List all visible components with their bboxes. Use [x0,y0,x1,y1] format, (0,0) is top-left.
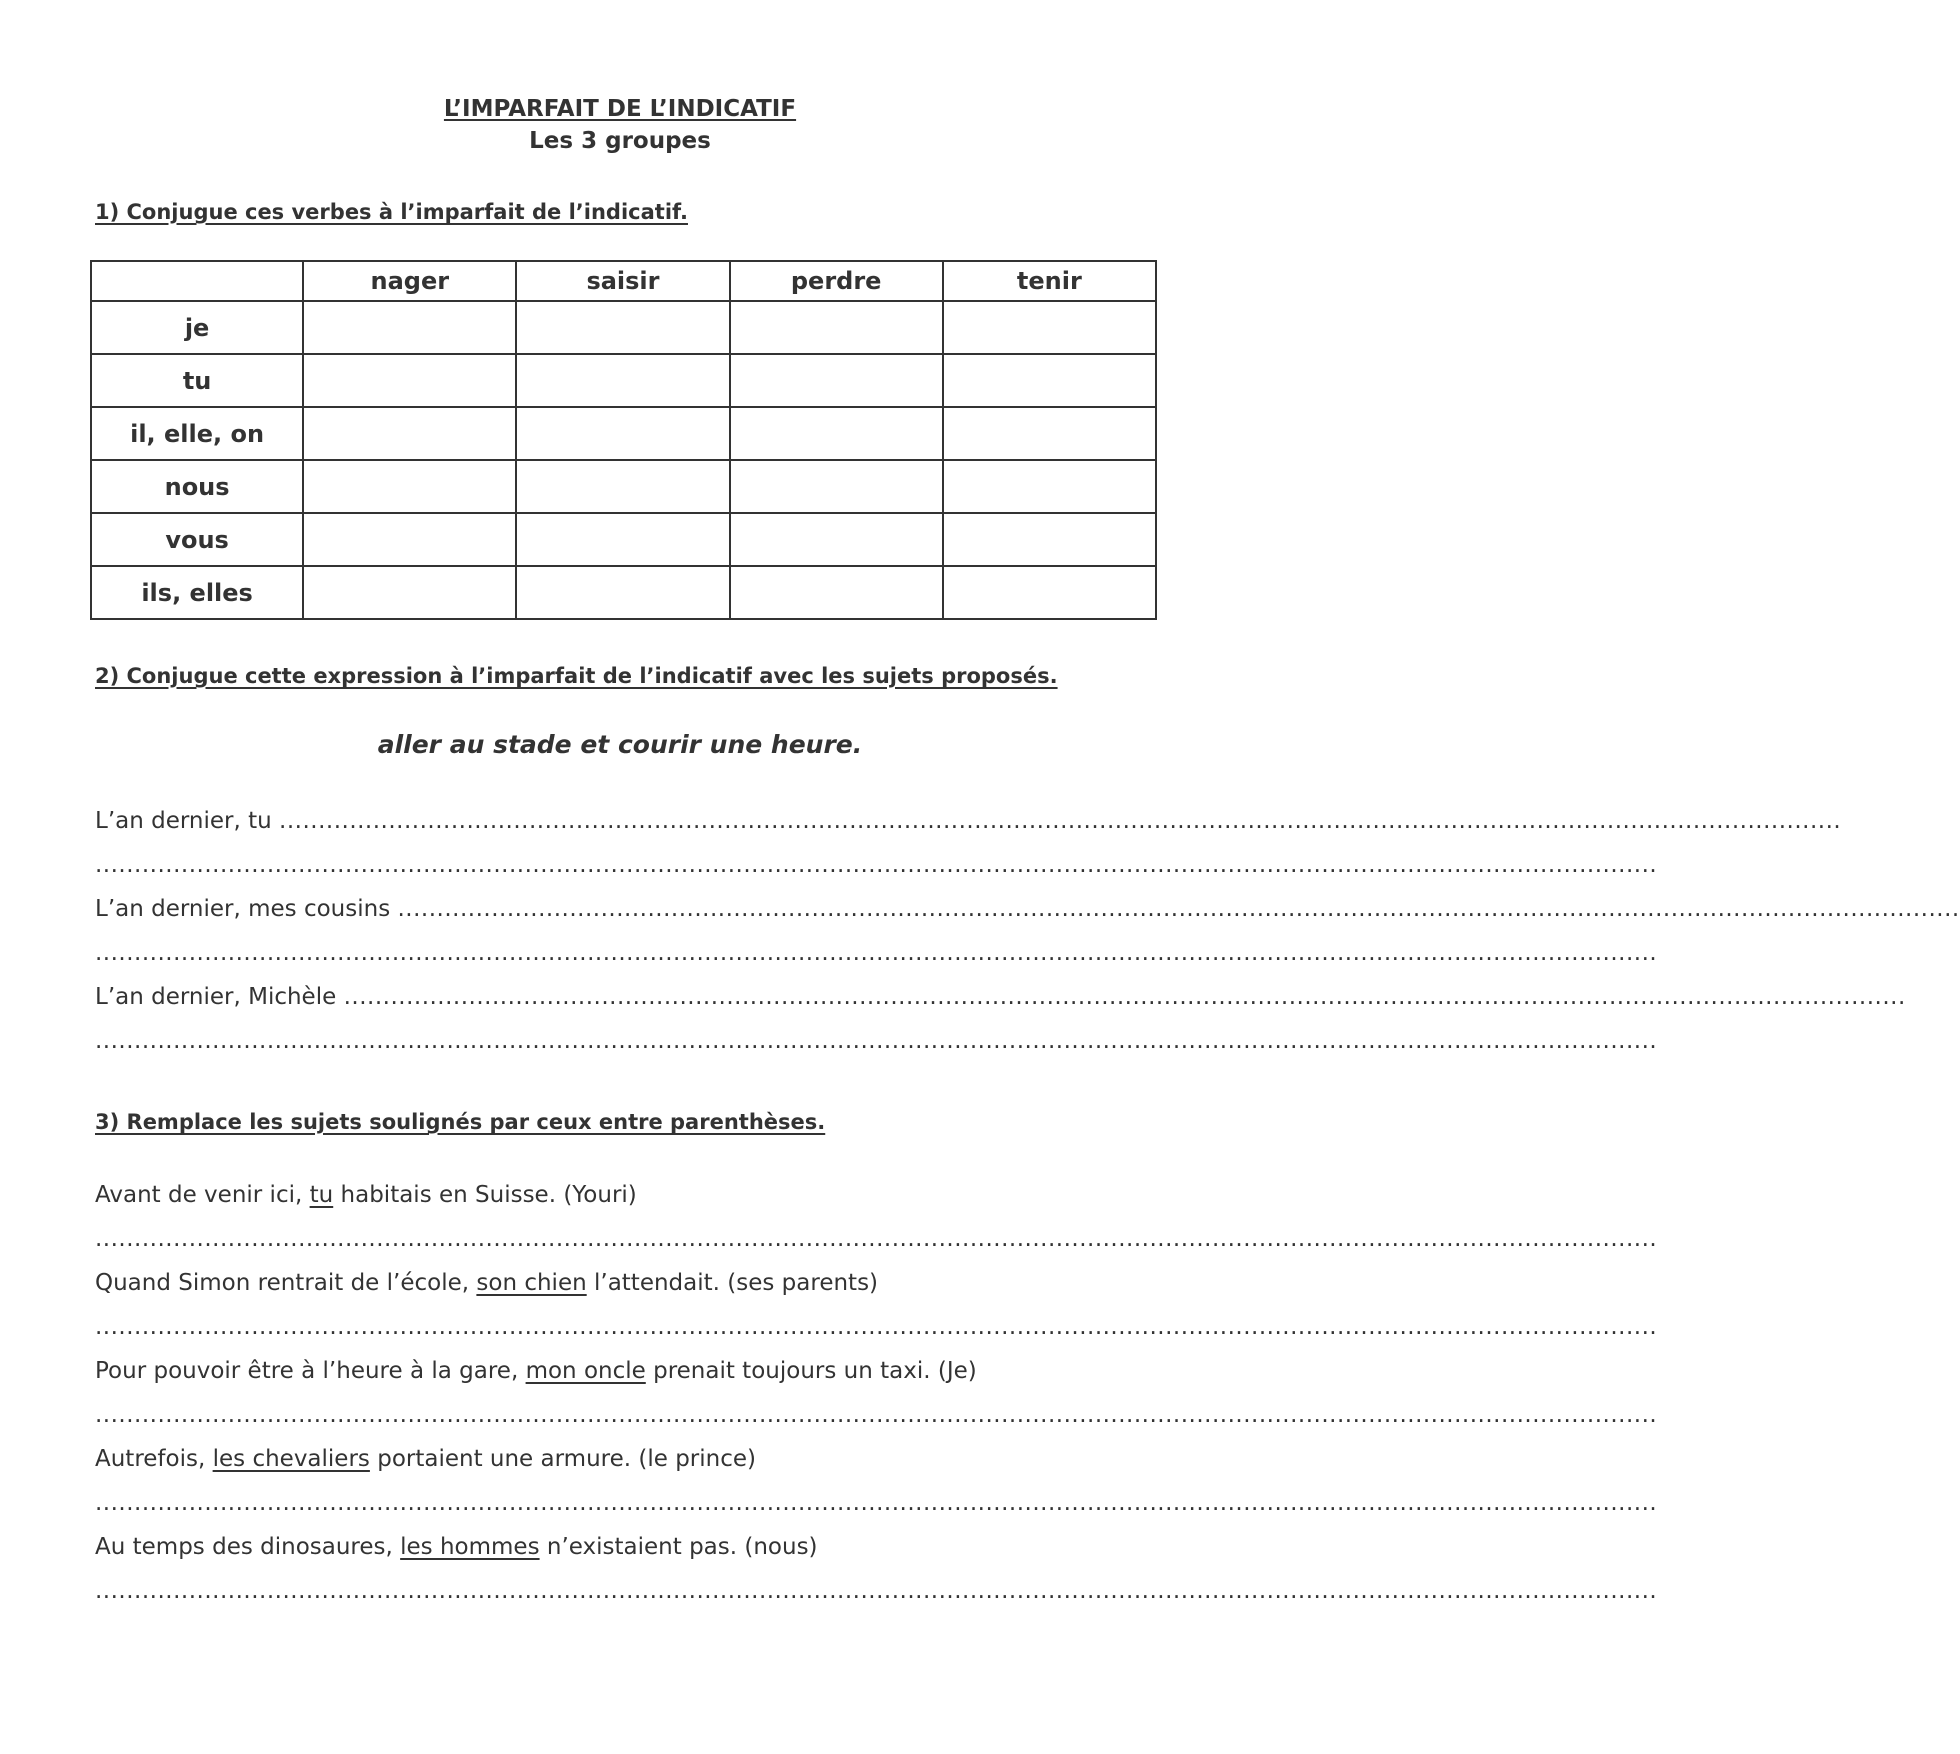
dotted-answer-space: ........................................................................................................................................................................................................ [95,1402,1658,1428]
answer-line[interactable] [95,1488,1658,1518]
answer-cell[interactable] [730,566,943,619]
answer-cell[interactable] [730,354,943,407]
sentence-text: habitais en Suisse. (Youri) [333,1182,637,1208]
answer-line[interactable] [95,1224,1658,1254]
table-row [91,513,1156,566]
sentence-text: Pour pouvoir être à l’heure à la gare, [95,1358,526,1384]
expression-to-conjugate: aller au stade et courir une heure. [377,730,863,759]
pronoun-cell: nous [91,460,303,513]
conjugation-table [90,260,1157,620]
answer-cell[interactable] [516,513,729,566]
underlined-subject: les hommes [400,1534,540,1560]
dotted-answer-space: ........................................................................................................................................................................................................ [397,896,1960,922]
dotted-answer-space: ........................................................................................................................................................................................................ [95,1226,1658,1252]
sentence [95,1268,1145,1298]
answer-cell[interactable] [943,354,1156,407]
sentence-text: l’attendait. (ses parents) [586,1270,879,1296]
answer-cell[interactable] [730,407,943,460]
answer-line[interactable] [95,1576,1658,1606]
answer-cell[interactable] [943,407,1156,460]
exercise-1-heading: 1) Conjugue ces verbes à l’imparfait de l’indicatif. [95,200,688,224]
answer-cell[interactable] [943,460,1156,513]
underlined-subject: mon oncle [525,1358,646,1384]
prompt-text: L’an dernier, tu [95,808,272,834]
exercise-2-heading: 2) Conjugue cette expression à l’imparfait de l’indicatif avec les sujets proposés. [95,664,1058,688]
pronoun-cell: ils, elles [91,566,303,619]
sentence [95,1444,1145,1474]
table-corner-cell [91,261,303,301]
pronoun-cell: tu [91,354,303,407]
answer-cell[interactable] [516,354,729,407]
table-row [91,407,1156,460]
answer-line[interactable] [95,982,1906,1012]
table-header-row [91,261,1156,301]
sentence [95,1356,1145,1386]
worksheet-title [0,93,1240,157]
table-row [91,460,1156,513]
answer-cell[interactable] [303,460,516,513]
verb-header: perdre [730,261,943,301]
dotted-answer-space: ........................................................................................................................................................................................................ [279,808,1842,834]
sentence-text: Quand Simon rentrait de l’école, [95,1270,477,1296]
prompt-text: L’an dernier, Michèle [95,984,337,1010]
exercise-3-heading: 3) Remplace les sujets soulignés par ceux entre parenthèses. [95,1110,826,1134]
dotted-answer-space: ........................................................................................................................................................................................................ [95,1028,1658,1054]
answer-cell[interactable] [943,566,1156,619]
sentence-text: Autrefois, [95,1446,213,1472]
verb-header: tenir [943,261,1156,301]
dotted-answer-space: ........................................................................................................................................................................................................ [95,1490,1658,1516]
answer-cell[interactable] [516,566,729,619]
answer-cell[interactable] [516,301,729,354]
verb-header: nager [303,261,516,301]
dotted-answer-space: ........................................................................................................................................................................................................ [343,984,1906,1010]
sentence-text: prenait toujours un taxi. (Je) [645,1358,977,1384]
answer-line[interactable] [95,894,1960,924]
answer-cell[interactable] [730,460,943,513]
pronoun-cell: il, elle, on [91,407,303,460]
answer-cell[interactable] [730,301,943,354]
underlined-subject: son chien [476,1270,587,1296]
dotted-answer-space: ........................................................................................................................................................................................................ [95,940,1658,966]
table-row [91,566,1156,619]
answer-cell[interactable] [303,407,516,460]
pronoun-cell: je [91,301,303,354]
answer-cell[interactable] [943,513,1156,566]
sentence [95,1180,1145,1210]
answer-cell[interactable] [303,354,516,407]
answer-cell[interactable] [730,513,943,566]
dotted-answer-space: ........................................................................................................................................................................................................ [95,852,1658,878]
verb-header: saisir [516,261,729,301]
answer-cell[interactable] [516,460,729,513]
answer-line[interactable] [95,1026,1658,1056]
page-title: L’IMPARFAIT DE L’INDICATIF [443,96,797,122]
answer-line[interactable] [95,806,1842,836]
sentence-text: n’existaient pas. (nous) [539,1534,818,1560]
answer-cell[interactable] [516,407,729,460]
answer-line[interactable] [95,1400,1658,1430]
sentence [95,1532,1145,1562]
table-row [91,301,1156,354]
sentence-text: Avant de venir ici, [95,1182,310,1208]
dotted-answer-space: ........................................................................................................................................................................................................ [95,1578,1658,1604]
answer-cell[interactable] [303,513,516,566]
table-row [91,354,1156,407]
page-subtitle: Les 3 groupes [529,128,711,154]
answer-cell[interactable] [303,566,516,619]
answer-line[interactable] [95,938,1658,968]
answer-cell[interactable] [943,301,1156,354]
answer-cell[interactable] [303,301,516,354]
answer-line[interactable] [95,850,1658,880]
underlined-subject: tu [309,1182,334,1208]
pronoun-cell: vous [91,513,303,566]
prompt-text: L’an dernier, mes cousins [95,896,391,922]
sentence-text: Au temps des dinosaures, [95,1534,401,1560]
dotted-answer-space: ........................................................................................................................................................................................................ [95,1314,1658,1340]
answer-line[interactable] [95,1312,1658,1342]
underlined-subject: les chevaliers [212,1446,370,1472]
sentence-text: portaient une armure. (le prince) [369,1446,756,1472]
